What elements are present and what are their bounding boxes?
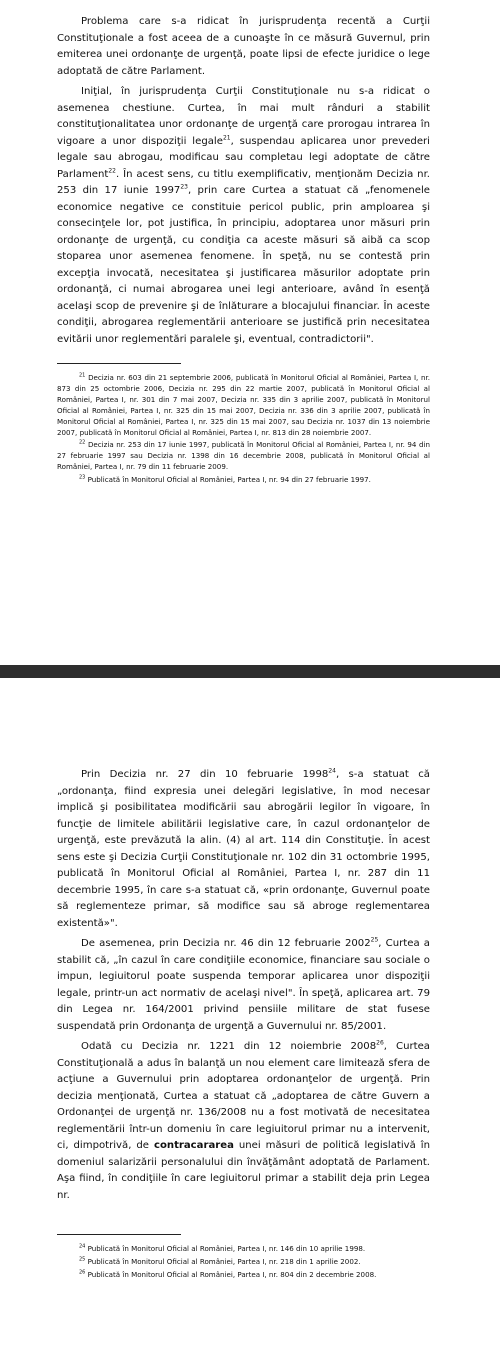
footnote-text: Publicată în Monitorul Oficial al României, Partea I, nr. 218 din 1 aprilie 2002.	[87, 1256, 361, 1266]
footnote-number: 22	[79, 440, 86, 447]
emphasized-word: contracararea	[153, 1140, 234, 1151]
footnote-ref[interactable]: 24	[328, 767, 336, 775]
footnote-text: Decizia nr. 603 din 21 septembrie 2006, publicată în Monitorul Oficial al României, Partea I, nr. 873 din 25 octombrie 2006, Decizia nr. 295 din 22 martie 2007, publicată în Monitorul Oficial al României, Partea I, nr. 301 din 7 mai 2007, Decizia nr. 335 din 3 aprilie 2007, publicată în Monitorul Oficial al României, Partea I, nr. 325 din 15 mai 2007, Decizia nr. 336 din 3 aprilie 2007, publicată în Monitorul Oficial al României, Partea I, nr. 325 din 15 mai 2007, sau Decizia nr. 1037 din 13 noiembrie 2007, publicată în Monitorul Oficial al României, Partea I, nr. 813 din 28 noiembrie 2007.	[57, 373, 430, 437]
paragraph-text: , Curtea Constituţională a adus în balanţă un nou element care limitează sfera de acţiune a Guvernului prin adoptarea ordonanţelor de urgenţă. Prin decizia menţionată, Curtea a statuat că „adoptarea de către Guvern a Ordonanţei de urgenţă nr. 136/2008 nu a fost motivată de necesitatea reglementării într-un domeniu în care legiuitorul primar nu a intervenit, ci, dimpotrivă, de	[57, 1041, 430, 1151]
footnote-text: Publicată în Monitorul Oficial al României, Partea I, nr. 804 din 2 decembrie 2008.	[87, 1269, 377, 1279]
page-1	[0, 0, 500, 665]
paragraph-text: , s-a statuat că „ordonanţa, fiind expresia unei delegări legislative, în mod necesar implică şi posibilitatea modificării sau abrogării legilor în vigoare, în funcţie de limitele abilitării legislative care, în cazul ordonanţelor de urgenţă, este prevăzută la alin. (4) al art. 114 din Constituţie. În acest sens este şi Decizia Curţii Constituţionale nr. 102 din 31 octombrie 1995, publicată în Monitorul Oficial al României, Partea I, nr. 287 din 11 decembrie 1995, în care s-a statuat că, «prin ordonanţe, Guvernul poate să reglementeze primar, să modifice sau să abroge reglementarea existentă»".	[57, 769, 430, 929]
footnote-text: Publicată în Monitorul Oficial al României, Partea I, nr. 94 din 27 februarie 1997.	[87, 475, 371, 485]
paragraph	[57, 936, 430, 1035]
paragraph	[57, 767, 430, 932]
footnote	[57, 1270, 430, 1281]
footnote-separator	[57, 1234, 181, 1235]
footnote-ref[interactable]: 26	[376, 1039, 384, 1047]
paragraph-text: Odată cu Decizia nr. 1221 din 12 noiembrie 2008	[81, 1041, 377, 1052]
footnote-ref[interactable]: 25	[370, 936, 379, 944]
paragraph-text: , suspendau aplicarea unor prevederi legale sau abrogau, modificau sau completau legi adoptate de către Parlament	[57, 135, 430, 180]
footnote-text: Decizia nr. 253 din 17 iunie 1997, publicată în Monitorul Oficial al României, Partea I, nr. 94 din 27 februarie 1997 sau Decizia nr. 1398 din 16 decembrie 2008, publicată în Monitorul Oficial al României, Partea I, nr. 79 din 11 februarie 2009.	[57, 440, 430, 472]
paragraph	[57, 14, 430, 80]
footnote-number: 21	[79, 372, 86, 379]
footnote-separator	[57, 363, 181, 364]
page-2	[0, 678, 500, 1364]
footnote	[57, 373, 430, 438]
footnote	[57, 440, 430, 473]
paragraph-text: Iniţial, în jurisprudenţa Curţii Constituţionale nu s-a ridicat o asemenea chestiune. Curtea, în mai mult rânduri a stabilit constituţionalitatea unor ordonanţe de urgenţă care prorogau intrarea în vigoare a unor dispoziţii legale	[57, 86, 430, 147]
footnote-number: 26	[79, 1269, 86, 1276]
paragraph-text: Prin Decizia nr. 27 din 10 februarie 1998	[81, 769, 329, 780]
paragraph-text: , prin care Curtea a statuat că „fenomenele economice negative ce constituie pericol public, prin amploarea şi consecinţele lor, pot justifica, în principiu, adoptarea unor măsuri prin ordonanţe de urgenţă, cu condiţia ca aceste măsuri să aibă ca scop stoparea unor asemenea fenomene. În speţă, nu se contestă prin excepţia invocată, necesitatea şi justificarea măsurilor adoptate prin ordonanţă, ci numai abrogarea unei legi anterioare, având în esenţă acelaşi scop de prevenire şi de înlăturare a blocajului financiar. În aceste condiţii, abrogarea reglementării anterioare se justifică prin necesitatea evitării unor reglementări paralele şi, eventual, contradictorii".	[57, 185, 430, 345]
page-2-body	[57, 767, 430, 1283]
footnote	[57, 475, 430, 486]
footnote-ref[interactable]: 22	[108, 167, 116, 175]
paragraph	[57, 1039, 430, 1204]
paragraph-text: unei măsuri de politică legislativă în domeniul salarizării personalului din învăţământ adoptată de Parlament. Aşa fiind, în condiţiile în care legiuitorul primar a stabilit deja prin Legea nr.	[57, 1140, 430, 1201]
footnote-number: 24	[79, 1243, 86, 1250]
footnote-ref[interactable]: 21	[222, 134, 231, 142]
footnote-ref[interactable]: 23	[180, 183, 188, 191]
page-1-body	[57, 14, 430, 488]
footnote-number: 23	[79, 474, 86, 481]
footnote-number: 25	[79, 1256, 86, 1263]
paragraph-text: , Curtea a stabilit că, „în cazul în care condiţiile economice, financiare sau sociale o impun, legiuitorul poate suspenda temporar aplicarea unor dispoziţii legale, printr-un act normativ de acelaşi nivel". În speţă, aplicarea art. 79 din Legea nr. 164/2001 privind pensiile militare de stat fusese suspendată prin Ordonanţa de urgenţă a Guvernului nr. 85/2001.	[57, 938, 430, 1032]
footnote	[57, 1257, 430, 1268]
paragraph-text: . În acest sens, cu titlu exemplificativ, menţionăm Decizia nr. 253 din 17 iunie 1997	[57, 168, 430, 196]
page-separator	[0, 665, 500, 678]
footnote-text: Publicată în Monitorul Oficial al României, Partea I, nr. 146 din 10 aprilie 1998.	[87, 1244, 366, 1253]
paragraph-text: De asemenea, prin Decizia nr. 46 din 12 februarie 2002	[81, 938, 371, 949]
paragraph-text: Problema care s-a ridicat în jurisprudenţa recentă a Curţii Constituţionale a fost aceea de a cunoaşte în ce măsură Guvernul, prin emiterea unei ordonanţe de urgenţă, poate lipsi de efecte juridice o lege adoptată de către Parlament.	[57, 16, 430, 77]
footnote	[57, 1244, 430, 1255]
paragraph	[57, 84, 430, 348]
